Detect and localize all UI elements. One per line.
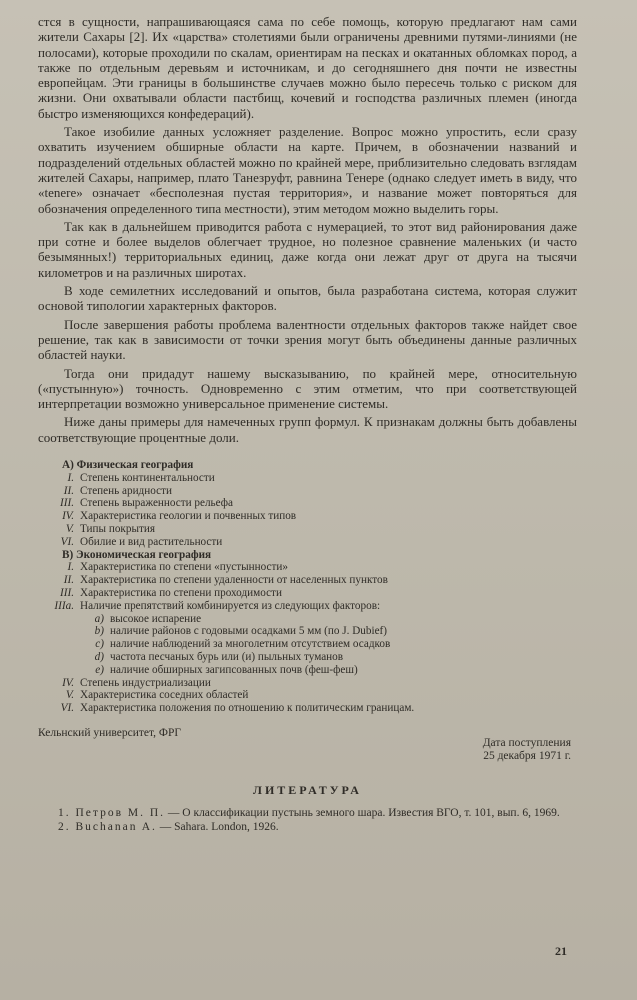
list-item: IV. Характеристика геологии и почвенных типов [62,510,297,523]
paragraph-5: После завершения работы проблема валентности отдельных факторов также найдет свое решение, так как в зависимости от точки зрения могут быть объединены данные различных областей науки. [38,316,577,363]
list-subitem: d) частота песчаных бурь или (и) пыльных туманов [94,650,344,663]
list-item: I. Характеристика по степени «пустынности» [67,561,288,574]
list-item: VI. Обилие и вид растительности [60,535,223,548]
institution: Кельнский университет, ФРГ [38,726,182,739]
references-title: ЛИТЕРАТУРА [253,782,362,797]
received-date-label: Дата поступления [482,736,571,749]
list-item: I. Степень континентальности [67,471,215,484]
paragraph-7: Ниже даны примеры для намеченных групп формул. К признакам должны быть добавлены соответствующие процентные доли. [38,414,577,445]
section-heading-physical: А) Физическая география [62,459,194,472]
reference-item: 2. Buchanan A. — Sahara. London, 1926. [58,820,279,833]
page-number: 21 [555,944,567,958]
list-item: IV. Степень индустриализации [62,676,211,689]
list-item: V. Характеристика соседних областей [65,689,249,702]
paragraph-3: Так как в дальнейшем приводится работа с нумерацией, то этот вид районирования даже при сотне и более выделов облегчает трудное, но полезное сравнение маленьких (и часто безымянных!) территориальных единиц, даже когда они лежат друг от друга на тысячи километров и на различных широтах. [38,218,577,280]
received-date-value: 25 декабря 1971 г. [483,749,571,762]
list-subitem: а) высокое испарение [94,612,202,625]
list-subitem: е) наличие обширных загипсованных почв (феш-феш) [95,663,358,676]
list-item: II. Степень аридности [63,484,172,497]
references-list [38,806,577,834]
paragraph-1: стся в сущности, напрашивающаяся сама по себе помощь, которую предлагают нам сами жители Сахары [2]. Их «царства» столетиями были ограничены древними путями-линиями (не полосами), которые проходили по скалам, ориентирам на песках и окатанных обломках пород, а также по отдельным деревьям и источникам, и до сегодняшнего дня почти не известны европейцам. Эти границы в большинстве случаев можно было пересечь только с риском для жизни. Они охватывали области пастбищ, кочевий и господства различных племен (иногда быстро изменяющихся конфедераций). [38,14,577,121]
list-item: III. Степень выраженности рельефа [60,497,233,510]
list-subitem: b) наличие районов с годовыми осадками 5 мм (по J. Dubief) [94,625,388,638]
list-subitem: с) наличие наблюдений за многолетним отсутствием осадков [95,638,391,651]
section-heading-economic: В) Экономическая география [62,548,212,561]
list-item: IIIa. Наличие препятствий комбинируется из следующих факторов: [54,599,381,612]
reference-item: 1. Петров М. П. — О классификации пустынь земного шара. Известия ВГО, т. 101, вып. 6, 1969. [58,806,560,819]
paragraph-4: В ходе семилетних исследований и опытов, была разработана система, которая служит основой типологии характерных факторов. [38,283,577,314]
factor-list [38,459,577,715]
paragraph-2: Такое изобилие данных усложняет разделение. Вопрос можно упростить, если сразу охватить изучением обширные области на карте. Причем, в обозначении названий и подразделений отдельных областей можно по крайней мере, приблизительно следовать взглядам жителей Сахары, например, плато Танезруфт, равнина Тенере (однако следует иметь в виду, что «tenere» означает «бесполезная пустая территория», и название может повторяться для обозначения определенного типа местности), этим методом можно выделить горы. [38,124,577,216]
list-item: II. Характеристика по степени удаленности от населенных пунктов [63,574,388,587]
list-item: III. Характеристика по степени проходимости [60,586,282,599]
list-item: VI. Характеристика положения по отношению к политическим границам. [60,702,415,715]
paragraph-6: Тогда они придадут нашему высказыванию, по крайней мере, относительную («пустынную») точность. Одновременно с этим отметим, что при соответствующей интерпретации возможно универсальное применение системы. [38,365,577,412]
list-item: V. Типы покрытия [65,523,155,535]
received-date [38,737,577,763]
